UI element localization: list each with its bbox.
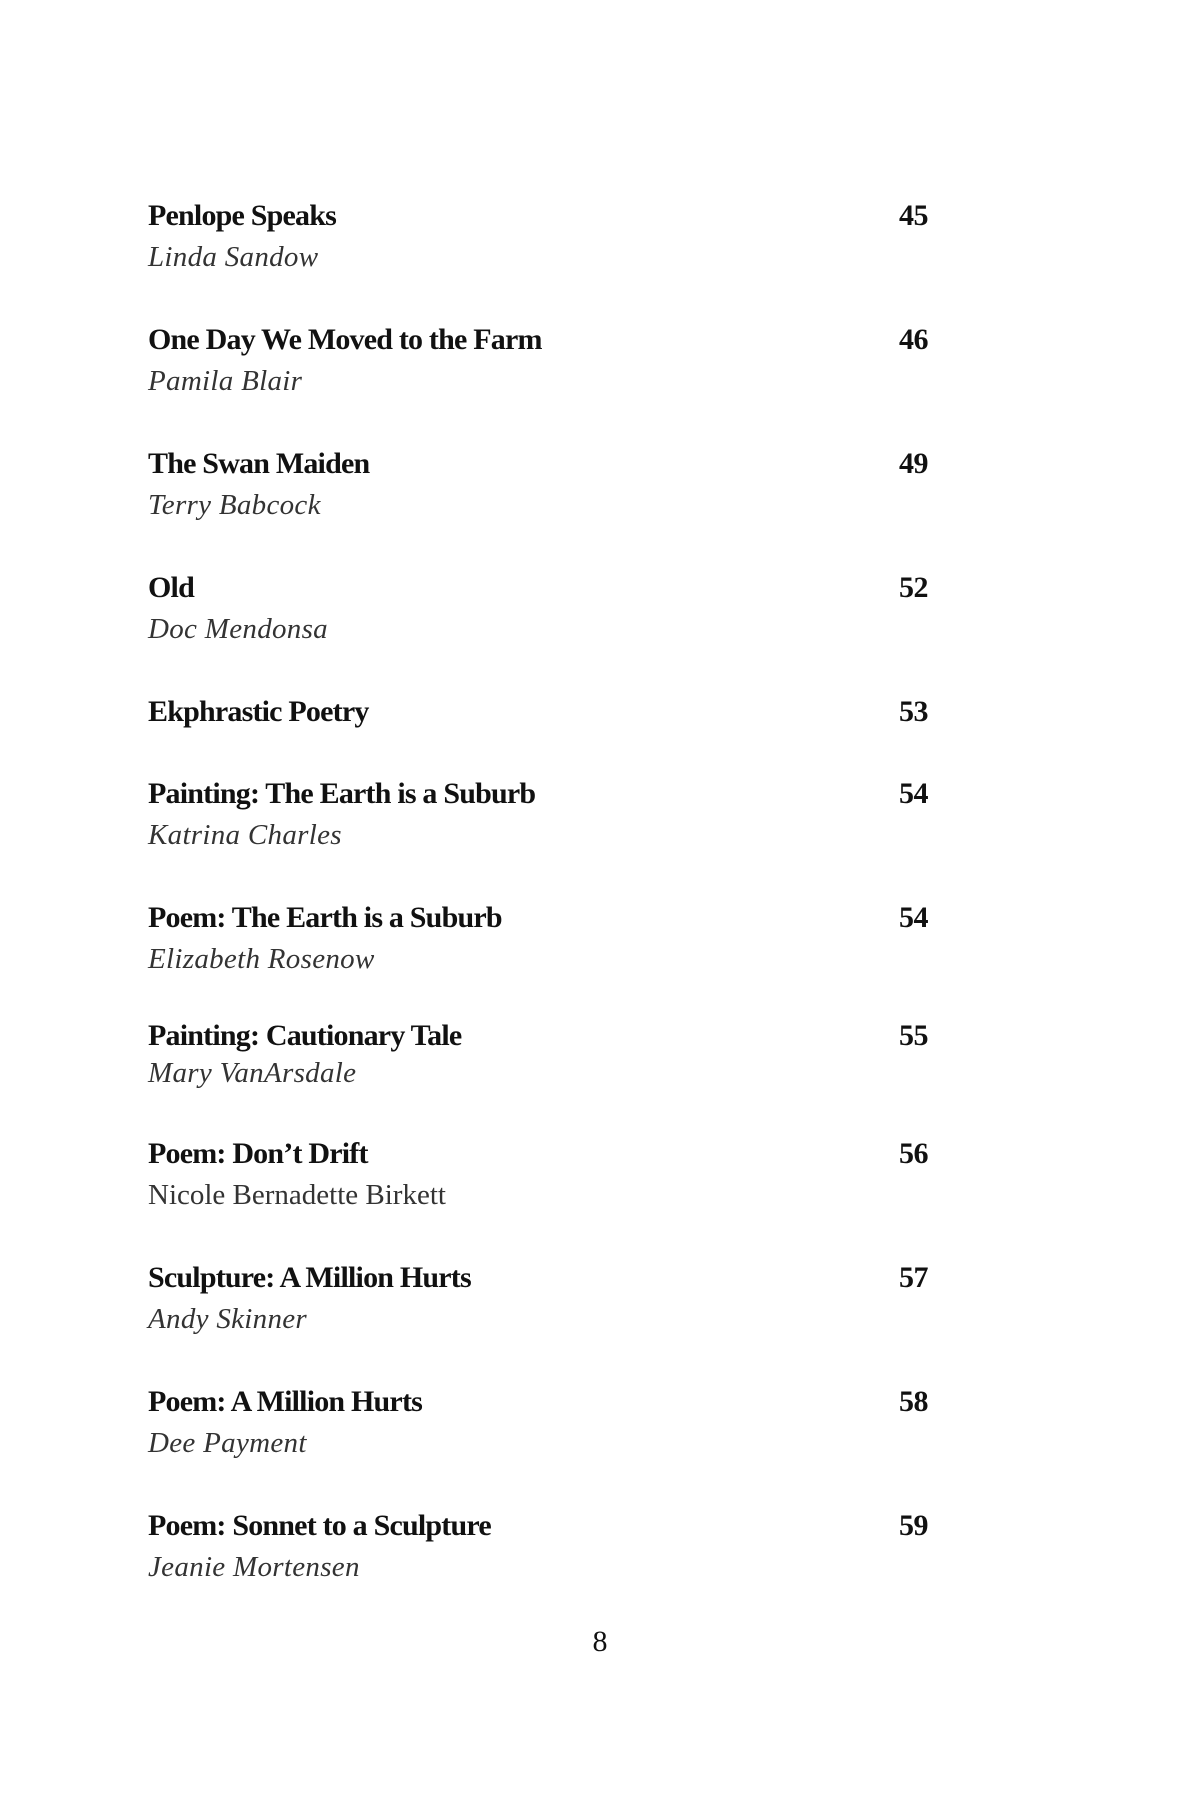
toc-entry-page: 45 xyxy=(899,199,928,232)
toc-entry-page: 55 xyxy=(899,1019,928,1052)
toc-entry-title: Painting: The Earth is a Suburb xyxy=(148,777,536,810)
toc-entry-title: Poem: Sonnet to a Sculpture xyxy=(148,1509,491,1542)
page-number: 8 xyxy=(592,1625,608,1658)
toc-entry-page: 57 xyxy=(899,1261,928,1294)
toc-entry-title: Poem: A Million Hurts xyxy=(148,1385,423,1418)
toc-entry-author: Elizabeth Rosenow xyxy=(148,943,375,975)
toc-entry-author: Jeanie Mortensen xyxy=(148,1551,360,1583)
toc-entry-title: The Swan Maiden xyxy=(148,447,370,480)
toc-entry-author: Linda Sandow xyxy=(148,241,319,273)
toc-entry-page: 54 xyxy=(899,901,928,934)
toc-entry-author: Mary VanArsdale xyxy=(148,1057,357,1089)
toc-entry-page: 53 xyxy=(899,695,928,728)
toc-entry-page: 59 xyxy=(899,1509,928,1542)
toc-entry-author: Doc Mendonsa xyxy=(148,613,328,645)
toc-entry-author: Terry Babcock xyxy=(148,489,321,521)
toc-entry-page: 58 xyxy=(899,1385,928,1418)
toc-entry-title: Poem: Don’t Drift xyxy=(148,1137,368,1170)
toc-entry-author: Katrina Charles xyxy=(148,819,342,851)
toc-entry-page: 52 xyxy=(899,571,928,604)
toc-entry-title: Sculpture: A Million Hurts xyxy=(148,1261,471,1294)
toc-entry-page: 54 xyxy=(899,777,928,810)
toc-entry-page: 49 xyxy=(899,447,928,480)
toc-entry-title: Penlope Speaks xyxy=(148,199,337,232)
toc-entry-title: One Day We Moved to the Farm xyxy=(148,323,542,356)
toc-entry-page: 46 xyxy=(899,323,928,356)
toc-entry-author: Dee Payment xyxy=(148,1427,307,1459)
toc-entry-title: Ekphrastic Poetry xyxy=(148,695,369,728)
toc-entry-author: Pamila Blair xyxy=(148,365,303,397)
toc-entry-author: Andy Skinner xyxy=(148,1303,308,1335)
toc-entry-title: Poem: The Earth is a Suburb xyxy=(148,901,502,934)
toc-entry-author: Nicole Bernadette Birkett xyxy=(148,1179,446,1211)
toc-entry-title: Old xyxy=(148,571,194,604)
toc-entry-page: 56 xyxy=(899,1137,928,1170)
toc-entry-title: Painting: Cautionary Tale xyxy=(148,1019,462,1052)
